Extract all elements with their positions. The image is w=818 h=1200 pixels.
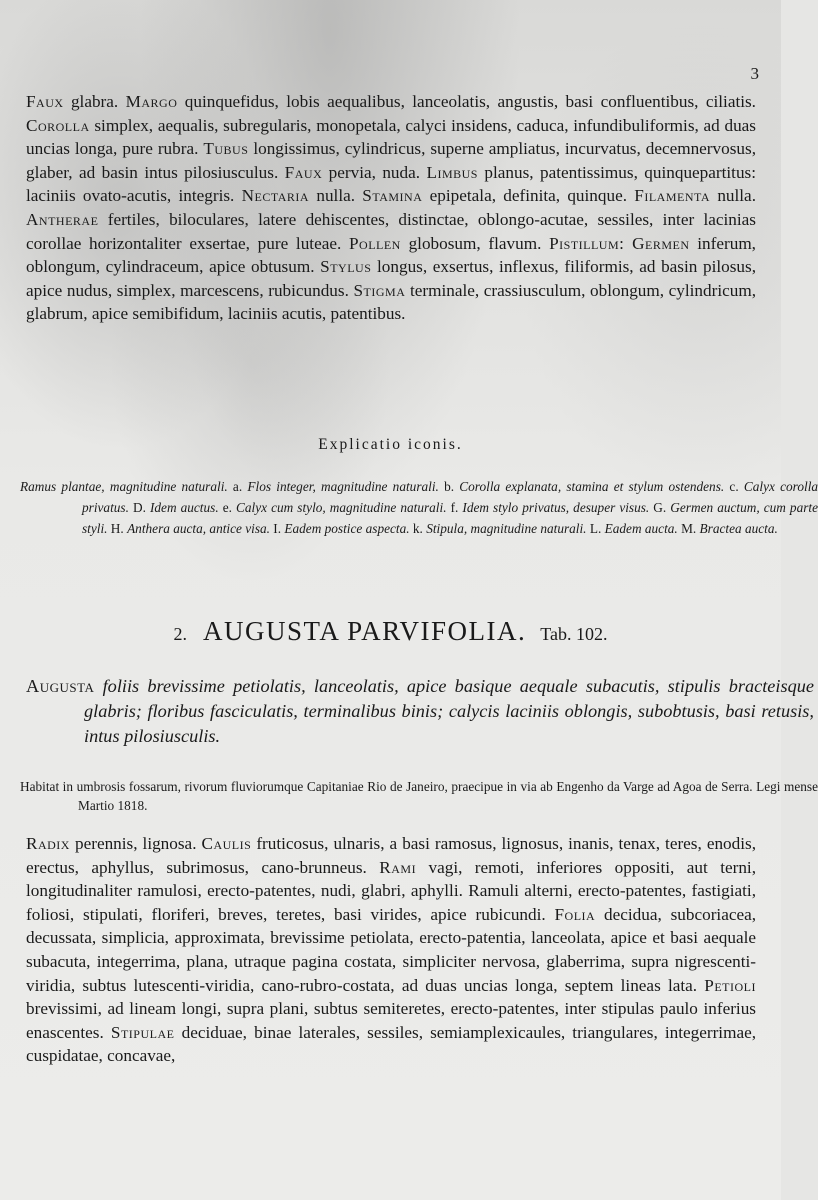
description-run-13: nulla. — [309, 186, 363, 206]
main-text-run-7: decidua, subcoriacea, decussata, simplicia, approximata, brevissime petiolata, erecto-patentia, lanceolata, apice et basi aequale subacuta, integerrima, plana, utraque pagina costata, simpliciter nervosa, glaberrima, supra nigrescenti-viridia, subtus lutescenti-viridia, cano-rubro-costata, ad duas uncias longa, septem lineas lata. — [26, 904, 757, 995]
description-run-2: Margo — [125, 92, 178, 111]
explanation-run-13: G. — [649, 500, 671, 515]
description-run-23 — [624, 234, 632, 253]
description-run-3: quinquefidus, lobis aequalibus, lanceolatis, angustis, basi confluentibus, ciliatis. — [177, 92, 756, 111]
main-text-run-1: perennis, lignosa. — [69, 834, 202, 853]
description-run-10: Limbus — [426, 162, 478, 182]
description-run-7: longissimus, cylindricus, superne ampliatus, incurvatus, decemnervosus, glaber, ad basin intus pilosiusculus. — [26, 139, 756, 182]
main-text-run-10: Stipulae — [110, 1022, 175, 1042]
description-run-25: inferum, oblongum, cylindraceum, apice obtusum. — [26, 233, 756, 277]
explicatio-heading: Explicatio iconis. — [318, 436, 463, 453]
main-text-run-2: Caulis — [201, 834, 252, 853]
species-title — [0, 616, 781, 647]
description-run-1: glabra. — [63, 92, 126, 111]
explanation-run-1: a. — [227, 479, 248, 494]
explanation-run-20: Stipula, magnitudine naturali. — [426, 521, 587, 536]
description-run-22: Pistillum: — [549, 233, 625, 253]
explanation-run-21: L. — [586, 521, 605, 536]
description-run-9: pervia, nuda. — [322, 162, 427, 182]
description-run-19: fertiles, biloculares, latere dehiscentes, distinctae, oblongo-acutae, sessiles, inter lacinias corollae horizontaliter exsertae, pure luteae. — [26, 209, 756, 253]
explanation-run-16: Anthera aucta, antice visa. — [127, 521, 270, 536]
description-run-12: Nectaria — [241, 186, 310, 206]
main-text-run-4: Rami — [379, 857, 417, 877]
diagnosis-text: foliis brevissime petiolatis, lanceolatis, apice basique aequale subacutis, stipulis bracteisque glabris; floribus fasciculatis, terminalibus binis; calycis laciniis oblongis, subobtusis, basi retusis, intus pilosiusculis. — [84, 676, 814, 746]
species-name: AUGUSTA PARVIFOLIA. — [203, 616, 527, 646]
explanation-run-14: Germen auctum, cum parte styli. — [82, 500, 818, 536]
explanation-run-22: Eadem aucta. — [604, 521, 678, 536]
main-text-run-6: Folia — [554, 904, 596, 924]
explanation-run-15: H. — [107, 521, 128, 536]
description-run-8: Faux — [284, 162, 323, 182]
explanation-run-18: Eadem postice aspecta. — [284, 521, 410, 536]
description-run-27: longus, exsertus, inflexus, filiformis, ad basin pilosus, apice nudus, simplex, marcescens, rubicundus. — [26, 257, 757, 300]
description-run-21: globosum, flavum. — [400, 233, 550, 253]
explanation-run-19: k. — [409, 521, 427, 536]
description-paragraph — [26, 90, 756, 326]
main-text-run-0: Radix — [26, 834, 70, 853]
description-run-28: Stigma — [353, 280, 406, 300]
description-run-14: Stamina — [362, 186, 423, 206]
main-text-run-8: Petioli — [704, 975, 756, 995]
habitat-note: Habitat in umbrosis fossarum, rivorum fluviorumque Capitaniae Rio de Janeiro, praecipue in via ab Engenho da Varge ad Agoa de Serra. Legi mense Martio 1818. — [20, 779, 818, 813]
main-text-run-5: vagi, remoti, inferiores oppositi, aut terni, longitudinaliter ramulosi, erecto-patentes, nudi, glabri, aphylli. Ramuli alterni, erecto-patentes, fastigiati, foliosi, stipulati, floriferi, breves, teretes, basi virides, apice rubicundi. — [26, 857, 756, 924]
page-number: 3 — [750, 64, 759, 83]
explanation-run-17: I. — [269, 521, 285, 536]
description-run-26: Stylus — [320, 257, 372, 277]
description-run-24: Germen — [632, 233, 690, 253]
description-run-15: epipetala, definita, quinque. — [422, 186, 635, 206]
description-run-20: Pollen — [348, 233, 401, 253]
explanation-run-11: f. — [446, 500, 463, 515]
description-run-6: Tubus — [203, 139, 249, 159]
explanation-run-23: M. — [677, 521, 700, 536]
description-run-11: planus, patentissimus, quinquepartitus: laciniis ovato-acutis, integris. — [26, 162, 757, 206]
explanation-run-9: e. — [218, 500, 237, 515]
explanation-run-5: c. — [724, 479, 744, 494]
main-text-run-11: deciduae, binae laterales, sessiles, semiamplexicaules, triangulares, integerrimae, cuspidatae, concavae, — [26, 1022, 757, 1066]
main-description-paragraph — [26, 832, 756, 1068]
diagnosis-genus: Augusta — [26, 676, 95, 696]
species-number: 2. — [173, 624, 188, 644]
explanation-run-12: Idem stylo privatus, desuper visus. — [462, 500, 650, 515]
description-run-5: simplex, aequalis, subregularis, monopetala, calyci insidens, caduca, infundibuliformis, ad duas uncias longa, pure rubra. — [26, 115, 756, 159]
figure-explanation — [20, 476, 818, 539]
explanation-run-3: b. — [438, 479, 460, 494]
explanation-run-24: Bractea aucta. — [699, 521, 778, 536]
explanation-run-2: Flos integer, magnitudine naturali. — [247, 479, 439, 494]
description-run-17: nulla. — [710, 186, 756, 206]
species-diagnosis — [26, 674, 814, 749]
description-run-0: Faux — [26, 92, 64, 111]
description-run-29: terminale, crassiusculum, oblongum, cylindricum, glabrum, apice semibifidum, laciniis acutis, patentibus. — [26, 280, 756, 324]
explanation-run-0: Ramus plantae, magnitudine naturali. — [20, 479, 228, 494]
explanation-run-4: Corolla explanata, stamina et stylum ostendens. — [459, 479, 725, 494]
description-run-18: Antherae — [26, 209, 99, 229]
explanation-run-7: D. — [128, 500, 150, 515]
explanation-run-8: Idem auctus. — [149, 500, 219, 515]
description-run-16: Filamenta — [634, 186, 711, 206]
explanation-run-6: Calyx corolla privatus. — [82, 479, 818, 515]
main-text-run-3: fruticosus, ulnaris, a basi ramosus, lignosus, inanis, tenax, teres, enodis, erectus, aphyllus, subrimosus, cano-brunneus. — [26, 834, 756, 877]
main-text-run-9: brevissimi, ad lineam longi, supra plani, subtus semiteretes, erecto-patentes, inter stipulas paulo inferius enascentes. — [26, 999, 756, 1042]
explanation-run-10: Calyx cum stylo, magnitudine naturali. — [236, 500, 447, 515]
description-run-4: Corolla — [26, 115, 90, 135]
plate-reference: Tab. 102. — [540, 624, 608, 644]
